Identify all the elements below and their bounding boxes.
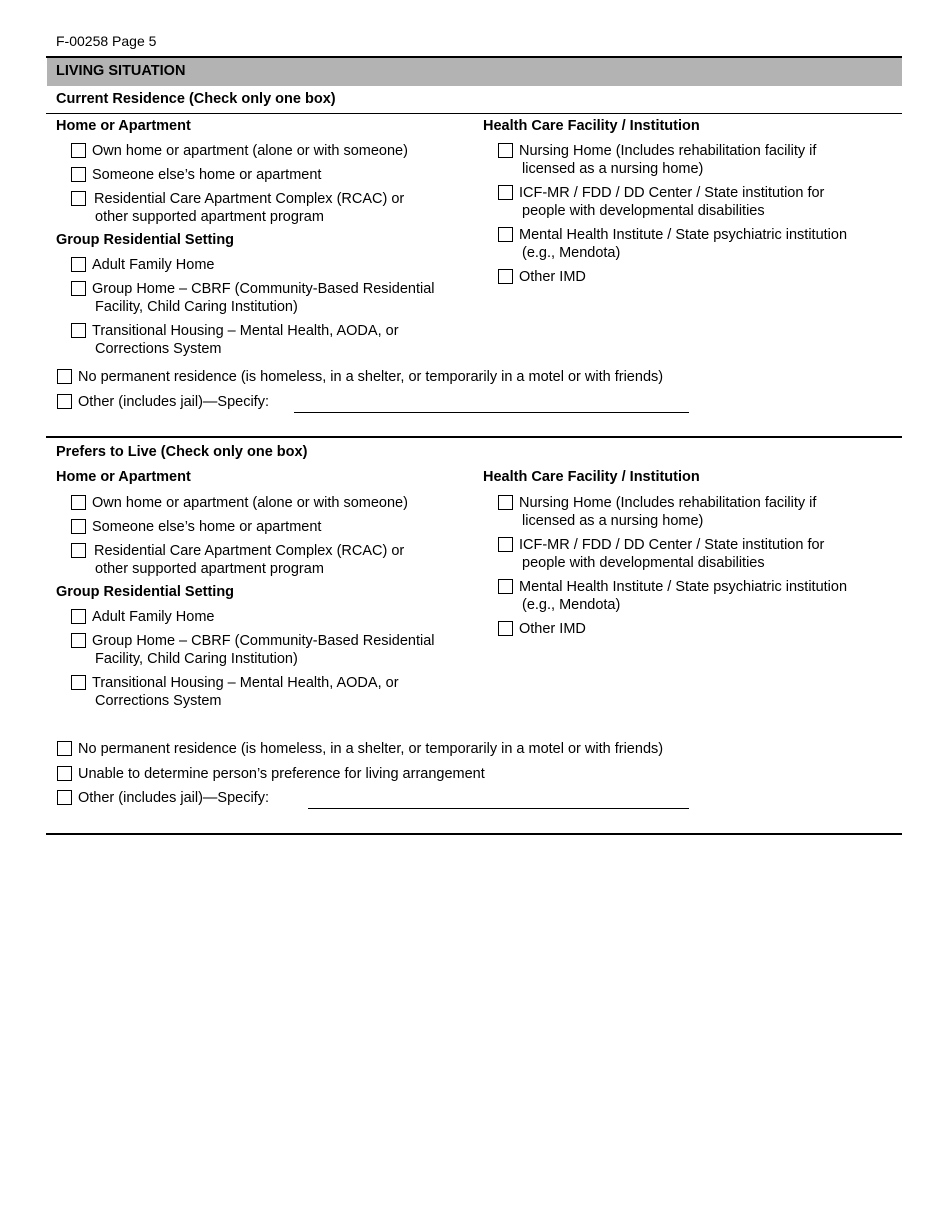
option-label: Other (includes jail)—Specify: bbox=[78, 394, 269, 410]
prefers-unable-to-determine-option[interactable] bbox=[57, 765, 485, 783]
option-label: Someone else’s home or apartment bbox=[92, 519, 322, 535]
prefers-group-home-cbrf-option[interactable] bbox=[71, 632, 435, 668]
current-health-heading: Health Care Facility / Institution bbox=[483, 118, 700, 134]
option-label: Group Home – CBRF (Community-Based Residential bbox=[92, 281, 435, 297]
current-group-home-cbrf-option[interactable] bbox=[71, 280, 435, 316]
current-group-heading: Group Residential Setting bbox=[56, 232, 235, 248]
prefers-group-heading: Group Residential Setting bbox=[56, 584, 235, 600]
option-label: Adult Family Home bbox=[92, 609, 215, 625]
option-label: Transitional Housing – Mental Health, AODA, or bbox=[92, 323, 399, 339]
option-label: Mental Health Institute / State psychiatric institution bbox=[519, 227, 848, 243]
section-title: LIVING SITUATION bbox=[56, 63, 186, 79]
current-icf-mr-option[interactable] bbox=[498, 184, 824, 220]
section-divider-rule bbox=[46, 436, 902, 438]
option-label: Residential Care Apartment Complex (RCAC) or bbox=[94, 191, 405, 207]
current-residence-title: Current Residence (Check only one box) bbox=[56, 91, 336, 107]
checkbox[interactable] bbox=[498, 495, 513, 510]
current-other-imd-option[interactable] bbox=[498, 268, 586, 286]
prefers-icf-mr-option[interactable] bbox=[498, 536, 824, 572]
option-label: Other (includes jail)—Specify: bbox=[78, 790, 269, 806]
option-label: ICF-MR / FDD / DD Center / State institution for bbox=[519, 537, 825, 553]
checkbox[interactable] bbox=[498, 143, 513, 158]
option-label: Transitional Housing – Mental Health, AODA, or bbox=[92, 675, 399, 691]
current-nursing-home-option[interactable] bbox=[498, 142, 816, 178]
checkbox[interactable] bbox=[71, 675, 86, 690]
option-label-cont: (e.g., Mendota) bbox=[522, 597, 621, 613]
option-label: ICF-MR / FDD / DD Center / State institution for bbox=[519, 185, 825, 201]
prefers-no-permanent-residence-option[interactable] bbox=[57, 740, 663, 758]
option-label-cont: Corrections System bbox=[95, 693, 222, 709]
option-label-cont: (e.g., Mendota) bbox=[522, 245, 621, 261]
option-label: No permanent residence (is homeless, in a shelter, or temporarily in a motel or with friends) bbox=[78, 741, 664, 757]
current-other-specify-line bbox=[294, 412, 689, 413]
option-label: Someone else’s home or apartment bbox=[92, 167, 322, 183]
checkbox[interactable] bbox=[498, 227, 513, 242]
checkbox[interactable] bbox=[71, 281, 86, 296]
prefers-mental-health-institute-option[interactable] bbox=[498, 578, 847, 614]
checkbox[interactable] bbox=[71, 167, 86, 182]
option-label: Own home or apartment (alone or with someone) bbox=[92, 495, 408, 511]
option-label: No permanent residence (is homeless, in a shelter, or temporarily in a motel or with friends) bbox=[78, 369, 664, 385]
prefers-home-heading: Home or Apartment bbox=[56, 469, 191, 485]
option-label-cont: Facility, Child Caring Institution) bbox=[95, 651, 298, 667]
option-label-cont: people with developmental disabilities bbox=[522, 203, 765, 219]
option-label-cont: people with developmental disabilities bbox=[522, 555, 765, 571]
prefers-own-home-option[interactable] bbox=[71, 494, 408, 512]
option-label: Residential Care Apartment Complex (RCAC) or bbox=[94, 543, 405, 559]
current-title-rule bbox=[46, 113, 902, 114]
prefers-nursing-home-option[interactable] bbox=[498, 494, 816, 530]
current-transitional-housing-option[interactable] bbox=[71, 322, 399, 358]
checkbox[interactable] bbox=[71, 257, 86, 272]
bottom-rule bbox=[46, 833, 902, 835]
checkbox[interactable] bbox=[71, 543, 86, 558]
checkbox[interactable] bbox=[498, 579, 513, 594]
option-label: Adult Family Home bbox=[92, 257, 215, 273]
checkbox[interactable] bbox=[498, 621, 513, 636]
option-label-cont: licensed as a nursing home) bbox=[522, 513, 704, 529]
section-header-bar bbox=[47, 58, 902, 86]
checkbox[interactable] bbox=[71, 143, 86, 158]
checkbox[interactable] bbox=[71, 633, 86, 648]
prefers-transitional-housing-option[interactable] bbox=[71, 674, 399, 710]
prefers-rcac-option[interactable] bbox=[71, 542, 404, 578]
checkbox[interactable] bbox=[57, 369, 72, 384]
prefers-other-imd-option[interactable] bbox=[498, 620, 586, 638]
option-label: Other IMD bbox=[519, 269, 586, 285]
checkbox[interactable] bbox=[57, 394, 72, 409]
form-id: F-00258 Page 5 bbox=[56, 33, 157, 49]
option-label: Mental Health Institute / State psychiatric institution bbox=[519, 579, 848, 595]
current-home-heading: Home or Apartment bbox=[56, 118, 191, 134]
prefers-other-option[interactable] bbox=[57, 789, 269, 807]
option-label: Nursing Home (Includes rehabilitation facility if bbox=[519, 143, 817, 159]
current-adult-family-home-option[interactable] bbox=[71, 256, 214, 274]
option-label: Unable to determine person’s preference for living arrangement bbox=[78, 766, 485, 782]
prefers-other-specify-field[interactable] bbox=[308, 789, 689, 807]
current-other-specify-field[interactable] bbox=[294, 393, 689, 411]
option-label: Group Home – CBRF (Community-Based Residential bbox=[92, 633, 435, 649]
checkbox[interactable] bbox=[71, 191, 86, 206]
current-rcac-option[interactable] bbox=[71, 190, 404, 226]
option-label: Nursing Home (Includes rehabilitation facility if bbox=[519, 495, 817, 511]
option-label-cont: Corrections System bbox=[95, 341, 222, 357]
checkbox[interactable] bbox=[498, 185, 513, 200]
option-label-cont: Facility, Child Caring Institution) bbox=[95, 299, 298, 315]
checkbox[interactable] bbox=[57, 790, 72, 805]
current-own-home-option[interactable] bbox=[71, 142, 408, 160]
prefers-someone-else-home-option[interactable] bbox=[71, 518, 321, 536]
checkbox[interactable] bbox=[57, 741, 72, 756]
option-label: Other IMD bbox=[519, 621, 586, 637]
current-no-permanent-residence-option[interactable] bbox=[57, 368, 663, 386]
current-mental-health-institute-option[interactable] bbox=[498, 226, 847, 262]
current-other-option[interactable] bbox=[57, 393, 269, 411]
checkbox[interactable] bbox=[498, 537, 513, 552]
checkbox[interactable] bbox=[71, 609, 86, 624]
prefers-to-live-title: Prefers to Live (Check only one box) bbox=[56, 444, 308, 460]
prefers-adult-family-home-option[interactable] bbox=[71, 608, 214, 626]
checkbox[interactable] bbox=[71, 519, 86, 534]
prefers-other-specify-line bbox=[308, 808, 689, 809]
option-label-cont: other supported apartment program bbox=[95, 561, 324, 577]
current-someone-else-home-option[interactable] bbox=[71, 166, 321, 184]
checkbox[interactable] bbox=[498, 269, 513, 284]
checkbox[interactable] bbox=[57, 766, 72, 781]
checkbox[interactable] bbox=[71, 495, 86, 510]
option-label: Own home or apartment (alone or with someone) bbox=[92, 143, 408, 159]
option-label-cont: licensed as a nursing home) bbox=[522, 161, 704, 177]
prefers-health-heading: Health Care Facility / Institution bbox=[483, 469, 700, 485]
option-label-cont: other supported apartment program bbox=[95, 209, 324, 225]
checkbox[interactable] bbox=[71, 323, 86, 338]
